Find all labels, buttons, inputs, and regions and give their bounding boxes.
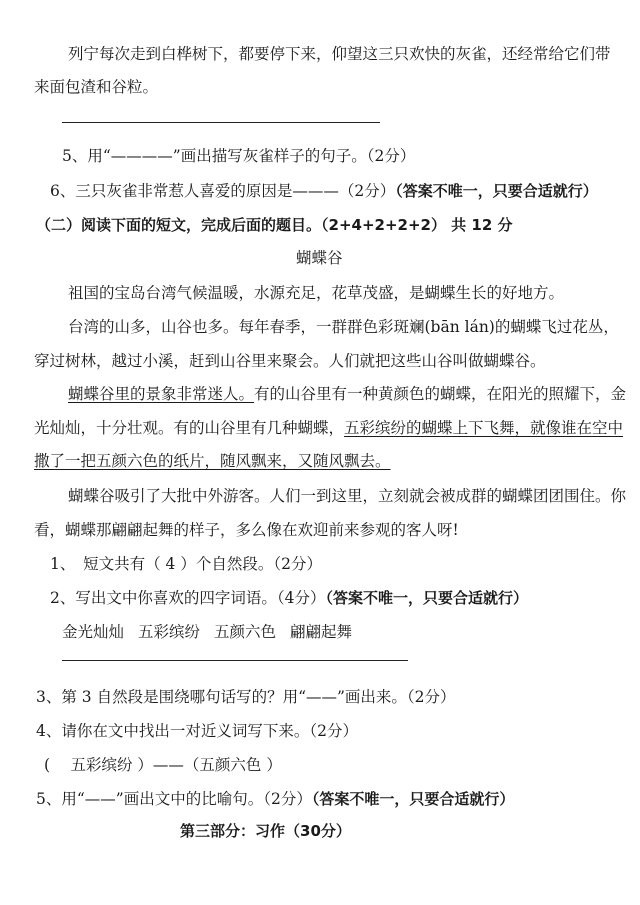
question-5a: 5、用“————”画出描写灰雀样子的句子。（2分）	[62, 147, 416, 165]
answer-word: 翩翩起舞	[290, 623, 353, 641]
paragraph-4-line: 看，蝴蝶那翩翩起舞的样子，多么像在欢迎前来参观的客人呀!	[34, 521, 459, 539]
topic-sentence: 蝴蝶谷里的景象非常迷人。	[68, 385, 255, 403]
question-3: 3、第 3 自然段是围绕哪句话写的？用“——”画出来。（2分）	[36, 688, 456, 706]
metaphor-sentence: 五彩缤纷的蝴蝶上下飞舞，就像谁在空中	[344, 419, 624, 437]
paragraph-2-line: 台湾的山多，山谷也多。每年春季，一群群色彩斑斓(bān lán)的蝴蝶飞过花丛，	[68, 318, 619, 336]
question-4-answer: ( 五彩缤纷 ）——（五颜六色 ）	[44, 756, 282, 774]
part-3-heading: 第三部分：习作（30分）	[180, 822, 351, 840]
answer-word: 五彩缤纷	[138, 623, 201, 641]
article-title: 蝴蝶谷	[296, 249, 343, 267]
answer-word: 五颜六色	[214, 623, 277, 641]
paragraph-3-text: 有的山谷里有一种黄颜色的蝴蝶，在阳光的照耀下，金	[254, 385, 627, 403]
question-5	[36, 788, 514, 810]
paragraph-2-line: 穿过树林，越过小溪，赶到山谷里来聚会。人们就把这些山谷叫做蝴蝶谷。	[34, 352, 546, 370]
paragraph-3-line	[34, 417, 623, 439]
question-5-text: 5、用“——”画出文中的比喻句。（2分）	[36, 790, 312, 808]
section-2-header: （二）阅读下面的短文，完成后面的题目。（2+4+2+2+2） 共 12 分	[36, 216, 513, 234]
answer-line	[62, 660, 408, 661]
question-1: 1、 短文共有（ 4 ）个自然段。（2分）	[50, 555, 322, 573]
answer-word: 金光灿灿	[62, 623, 125, 641]
paragraph-1: 祖国的宝岛台湾气候温暖，水源充足，花草茂盛，是蝴蝶生长的好地方。	[68, 284, 565, 302]
passage-line: 列宁每次走到白桦树下，都要停下来，仰望这三只欢快的灰雀，还经常给它们带	[68, 45, 611, 63]
answer-line	[62, 122, 380, 123]
paragraph-4-line: 蝴蝶谷吸引了大批中外游客。人们一到这里，立刻就会被成群的蝴蝶团团围住。你	[68, 487, 627, 505]
passage-line: 来面包渣和谷粒。	[34, 78, 159, 96]
question-5-note: （答案不唯一，只要合适就行）	[311, 790, 515, 808]
question-6-text: 6、三只灰雀非常惹人喜爱的原因是———（2分）	[50, 182, 396, 200]
question-4: 4、请你在文中找出一对近义词写下来。（2分）	[36, 722, 358, 740]
question-6-note: （答案不唯一，只要合适就行）	[395, 182, 598, 200]
question-2	[50, 587, 528, 609]
question-6	[50, 180, 598, 202]
metaphor-sentence-cont: 撒了一把五颜六色的纸片，随风飘来，又随风飘去。	[34, 452, 391, 470]
question-2-note: （答案不唯一，只要合适就行）	[325, 589, 528, 607]
question-2-text: 2、写出文中你喜欢的四字词语。（4分）	[50, 589, 326, 607]
paragraph-3-text: 光灿灿，十分壮观。有的山谷里有几种蝴蝶，	[34, 419, 345, 437]
paragraph-3-line	[68, 383, 626, 405]
paragraph-3-line	[34, 450, 391, 472]
question-2-answers	[62, 621, 352, 643]
